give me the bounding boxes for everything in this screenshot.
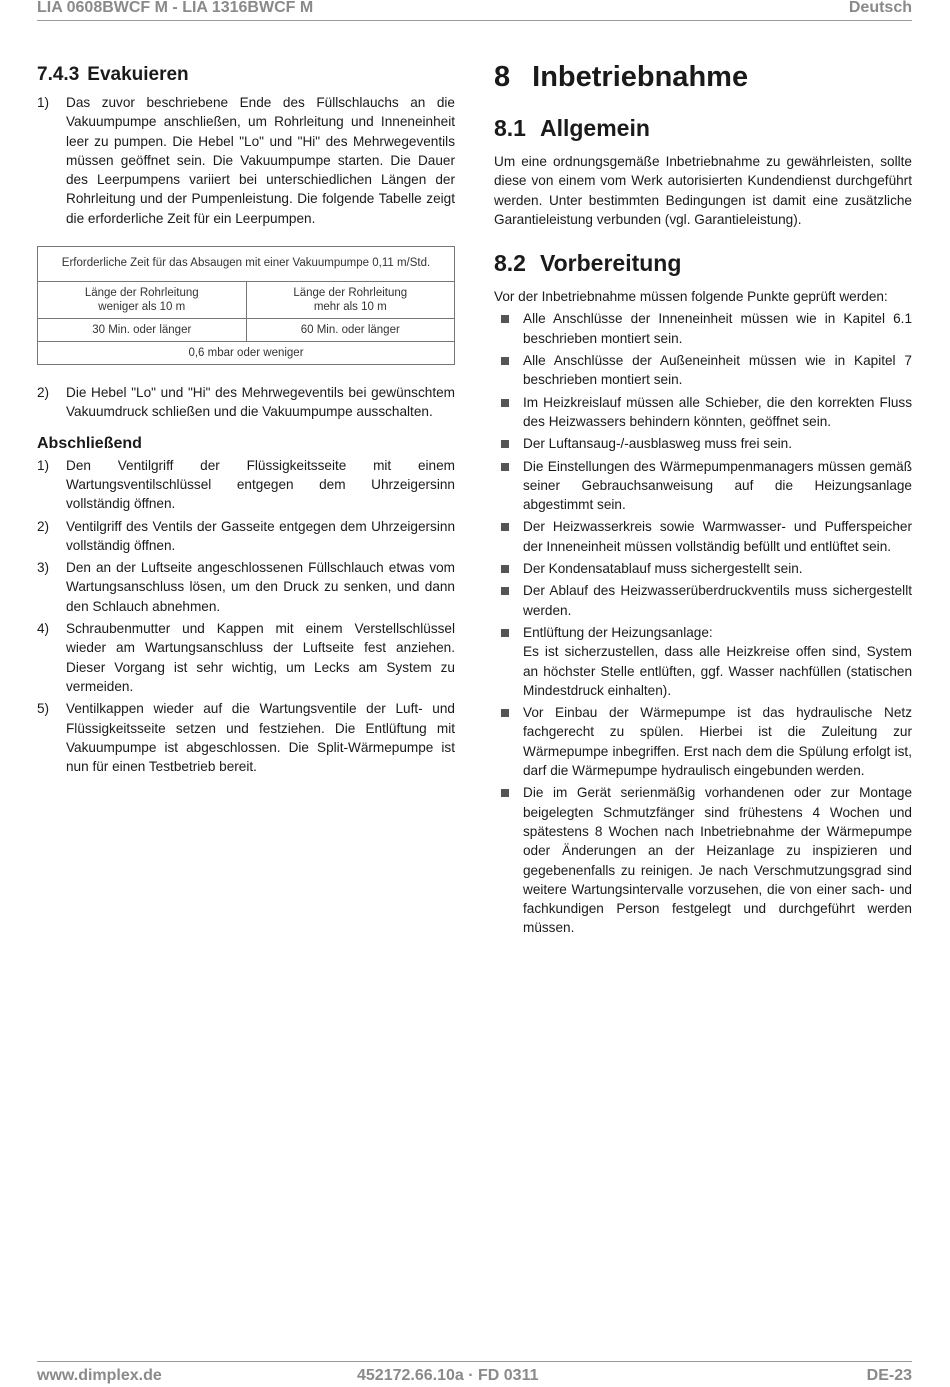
footer-website: www.dimplex.de: [37, 1367, 162, 1384]
step-number: 1): [37, 95, 50, 110]
list-item: Entlüftung der Heizungsanlage: Es ist sicherzustellen, dass alle Heizkreise offen sind, System an höchster Stelle entlüften, ggf. Wasser nachfüllen (statischen Mindestdruck einhalten).: [494, 623, 912, 700]
left-column: [37, 60, 455, 779]
list-item: Im Heizkreislauf müssen alle Schieber, die den korrekten Fluss des Heizwassers behindern könnten, geöffnet sein.: [494, 393, 912, 432]
step-text: Den Ventilgriff der Flüssigkeitsseite mit einem Wartungsventilschlüssel entgegen dem Uhrzeigersinn vollständig öffnen.: [66, 457, 455, 512]
bullet-square-icon: [501, 440, 509, 448]
section-title: Evakuieren: [87, 64, 189, 85]
step-text: Ventilgriff des Ventils der Gasseite entgegen dem Uhrzeigersinn vollständig öffnen.: [66, 518, 455, 553]
table-header-cell: Länge der Rohrleitung mehr als 10 m: [246, 282, 455, 319]
table-cell: 60 Min. oder länger: [246, 319, 455, 342]
section-title: Allgemein: [539, 115, 650, 141]
bullet-square-icon: [501, 789, 509, 797]
list-item: Der Kondensatablauf muss sichergestellt sein.: [494, 559, 912, 578]
header-model: LIA 0608BWCF M - LIA 1316BWCF M: [37, 0, 314, 16]
list-item: Der Luftansaug-/-ausblasweg muss frei sein.: [494, 434, 912, 453]
step-text: Schraubenmutter und Kappen mit einem Verstellschlüssel wieder am Wartungsanschluss der Luftseite fest anziehen. Dieser Vorgang ist sehr wichtig, um Lecks am System zu vermeiden.: [66, 621, 455, 694]
list-item: Die Einstellungen des Wärmepumpenmanagers müssen gemäß seiner Gebrauchsanweisung auf die Heizungsanlage abgestimmt sein.: [494, 457, 912, 515]
section-heading-evakuieren: [37, 63, 455, 87]
table-row: [38, 319, 455, 342]
list-item: [37, 558, 455, 616]
bullet-square-icon: [501, 565, 509, 573]
list-item: Der Heizwasserkreis sowie Warmwasser- und Pufferspeicher der Inneneinheit müssen vollständig befüllt und entlüftet sein.: [494, 517, 912, 556]
table-row: [38, 342, 455, 365]
chapter-number: 8: [494, 61, 511, 93]
step-number: 2): [37, 385, 50, 401]
section-number: 7.4.3: [37, 64, 80, 85]
chapter-heading: [494, 60, 912, 94]
table-header-cell: Länge der Rohrleitung weniger als 10 m: [38, 282, 247, 319]
table-cell: 30 Min. oder länger: [38, 319, 247, 342]
list-item: Alle Anschlüsse der Außeneinheit müssen wie in Kapitel 7 beschrieben montiert sein.: [494, 351, 912, 390]
list-item: Der Ablauf des Heizwasserüberdruckventils muss sichergestellt werden.: [494, 581, 912, 620]
table-caption: Erforderliche Zeit für das Absaugen mit einer Vakuumpumpe 0,11 m/Std.: [38, 247, 455, 282]
preparation-checklist: [494, 309, 912, 937]
right-column: [494, 60, 912, 941]
step-text: Die Hebel "Lo" und "Hi" des Mehrwegeventils bei gewünschtem Vakuumdruck schließen und die Vakuumpumpe ausschalten.: [66, 385, 455, 420]
evac-steps-continued: [37, 383, 455, 422]
step-number: 3): [37, 560, 50, 576]
subheading-abschliessend: Abschließend: [37, 434, 142, 452]
bullet-square-icon: [501, 399, 509, 407]
bullet-square-icon: [501, 315, 509, 323]
list-item: Vor Einbau der Wärmepumpe ist das hydraulische Netz fachgerecht zu spülen. Hierbei ist die Zuleitung zur Wärmepumpe inbegriffen. Erst nach dem die Spülung erfolgt ist, darf die Wärmepumpe hydraulisch eingebunden werden.: [494, 703, 912, 780]
list-item: [37, 699, 455, 776]
list-item: [37, 383, 455, 422]
page-header: [37, 0, 912, 21]
evac-steps: [37, 93, 455, 228]
closing-steps: [37, 456, 455, 777]
paragraph-allgemein: Um eine ordnungsgemäße Inbetriebnahme zu gewährleisten, sollte diese von einem vom Werk autorisierten Kundendienst durchgeführt werden. Unter bestimmten Bedingungen ist damit eine zusätzliche Garantieleistung verbunden (vgl. Garantieleistung).: [494, 154, 912, 227]
list-item: [37, 456, 455, 514]
paragraph-vorbereitung-intro: Vor der Inbetriebnahme müssen folgende Punkte geprüft werden:: [494, 289, 888, 305]
bullet-square-icon: [501, 629, 509, 637]
list-item: [37, 619, 455, 696]
section-number: 8.1: [494, 115, 526, 141]
step-number: 1): [37, 457, 50, 473]
section-heading-vorbereitung: [494, 249, 912, 277]
step-number: 4): [37, 621, 50, 637]
list-item: Alle Anschlüsse der Inneneinheit müssen wie in Kapitel 6.1 beschrieben montiert sein.: [494, 309, 912, 348]
bullet-square-icon: [501, 357, 509, 365]
list-item: Die im Gerät serienmäßig vorhandenen oder zur Montage beigelegten Schmutzfänger sind frühestens 4 Wochen und spätestens 8 Wochen nach Inbetriebnahme der Wärmepumpe oder Änderungen an der Heizanlage zu inspizieren und gegebenenfalls zu reinigen. Je nach Verschmutzungsgrad sind weitere Wartungsintervalle vorzusehen, die von einer sach- und fachkundigen Person festgelegt und durchgeführt werden müssen.: [494, 783, 912, 937]
chapter-title: Inbetriebnahme: [532, 61, 749, 93]
bullet-square-icon: [501, 523, 509, 531]
header-language: Deutsch: [848, 0, 912, 16]
page-footer: [37, 1361, 912, 1387]
bullet-square-icon: [501, 709, 509, 717]
list-item: [37, 517, 455, 556]
section-title: Vorbereitung: [539, 250, 682, 277]
step-text: Ventilkappen wieder auf die Wartungsventile der Luft- und Flüssigkeitsseite setzen und festziehen. Die Entlüftung mit Vakuumpumpe ist abgeschlossen. Die Split-Wärmepumpe ist nun für einen Testbetrieb bereit.: [66, 701, 455, 775]
step-number: 2): [37, 518, 50, 534]
step-number: 5): [37, 701, 50, 717]
footer-doc-number: 452172.66.10a · FD 0311: [357, 1367, 539, 1384]
step-text: Das zuvor beschriebene Ende des Füllschlauchs an die Vakuumpumpe anschließen, um Rohrleitung und Inneneinheit leer zu pumpen. Die Hebel "Lo" und "Hi" des Mehrwegeventils müssen geöffnet sein. Die Vakuumpumpe starten. Die Dauer des Leerpumpens variiert bei unterschiedlichen Längen der Rohrleitung und der Pumpenleistung. Die folgende Tabelle zeigt die erforderliche Zeit für ein Leerpumpen.: [66, 95, 455, 226]
bullet-square-icon: [501, 463, 509, 471]
section-number: 8.2: [494, 250, 526, 277]
step-text: Den an der Luftseite angeschlossenen Füllschlauch etwas vom Wartungsanschluss lösen, um den Druck zu senken, und dann den Schlauch abnehmen.: [66, 560, 455, 614]
bullet-square-icon: [501, 587, 509, 595]
table-footer-cell: 0,6 mbar oder weniger: [38, 342, 455, 365]
evacuation-time-table: [37, 246, 455, 365]
section-heading-allgemein: [494, 114, 912, 142]
table-row: [38, 282, 455, 319]
footer-page-number: DE-23: [866, 1367, 912, 1384]
list-item: [37, 93, 455, 228]
